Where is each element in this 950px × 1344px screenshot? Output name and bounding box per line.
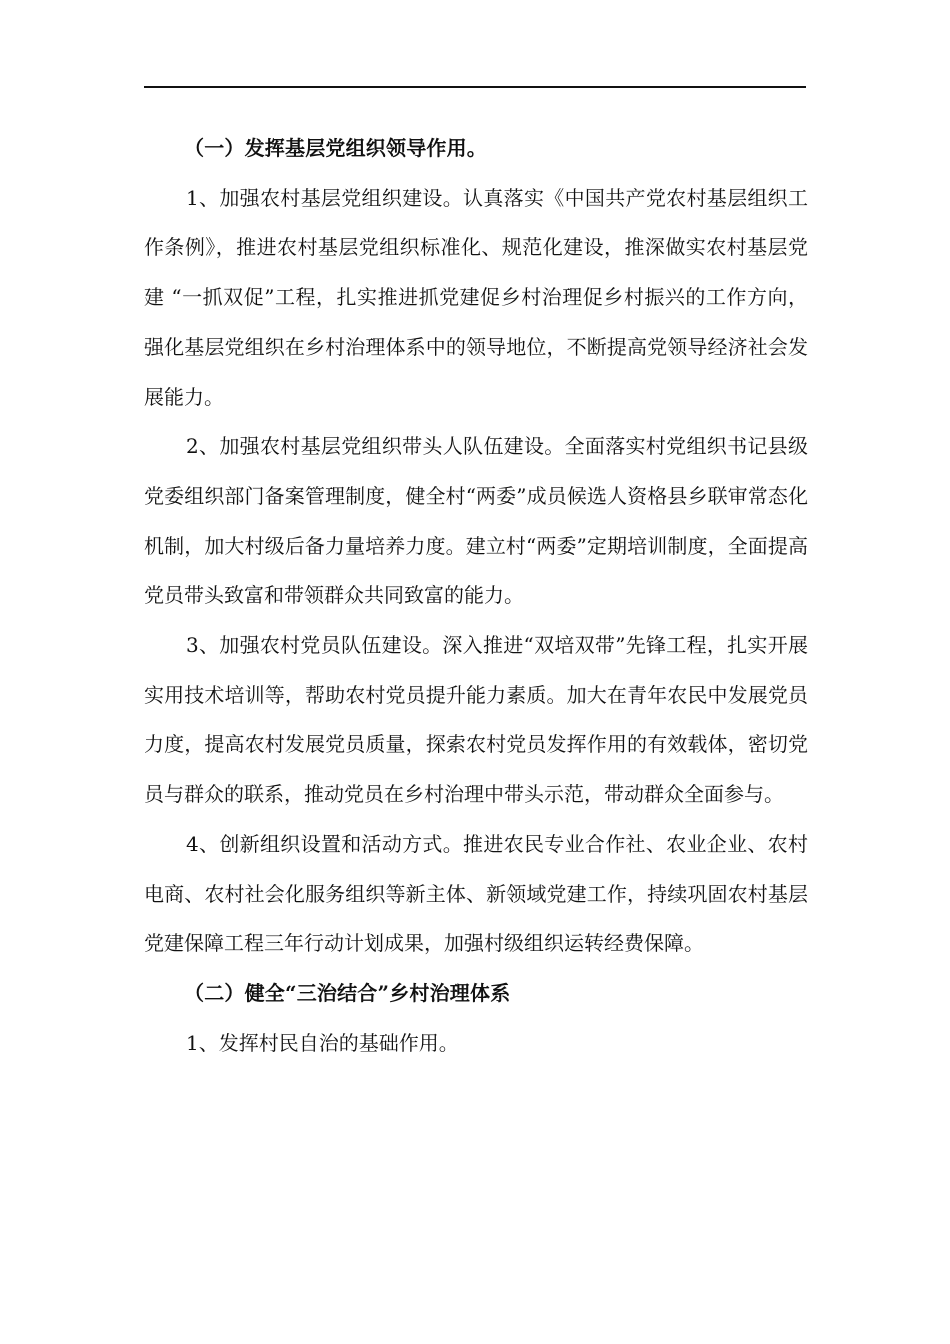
section-heading-2: （二）健全“三治结合”乡村治理体系 <box>184 980 511 1005</box>
paragraph-2-1: 1、发挥村民自治的基础作用。 <box>186 1030 459 1055</box>
paragraph-1-2: 2、加强农村基层党组织带头人队伍建设。全面落实村党组织书记县级党委组织部门备案管理制度，健全村“两委”成员候选人资格县乡联审常态化机制，加大村级后备力量培养力度。建立村“两委”定期培训制度，全面提高党员带头致富和带领群众共同致富的能力。 <box>144 434 808 608</box>
paragraph-1-1: 1、加强农村基层党组织建设。认真落实《中国共产党农村基层组织工作条例》，推进农村基层党组织标准化、规范化建设，推深做实农村基层党建 “一抓双促”工程，扎实推进抓党建促乡村治理促乡村振兴的工作方向，强化基层党组织在乡村治理体系中的领导地位，不断提高党领导经济社会发展能力。 <box>144 185 808 409</box>
paragraph-1-3: 3、加强农村党员队伍建设。深入推进“双培双带”先锋工程，扎实开展实用技术培训等，帮助农村党员提升能力素质。加大在青年农民中发展党员力度，提高农村发展党员质量，探索农村党员发挥作用的有效载体，密切党员与群众的联系，推动党员在乡村治理中带头示范，带动群众全面参与。 <box>144 633 808 807</box>
section-heading-1: （一）发挥基层党组织领导作用。 <box>184 136 487 160</box>
header-rule <box>144 86 806 88</box>
document-body <box>144 124 808 1068</box>
paragraph-1-4: 4、创新组织设置和活动方式。推进农民专业合作社、农业企业、农村电商、农村社会化服务组织等新主体、新领域党建工作，持续巩固农村基层党建保障工程三年行动计划成果，加强村级组织运转经费保障。 <box>144 831 808 956</box>
